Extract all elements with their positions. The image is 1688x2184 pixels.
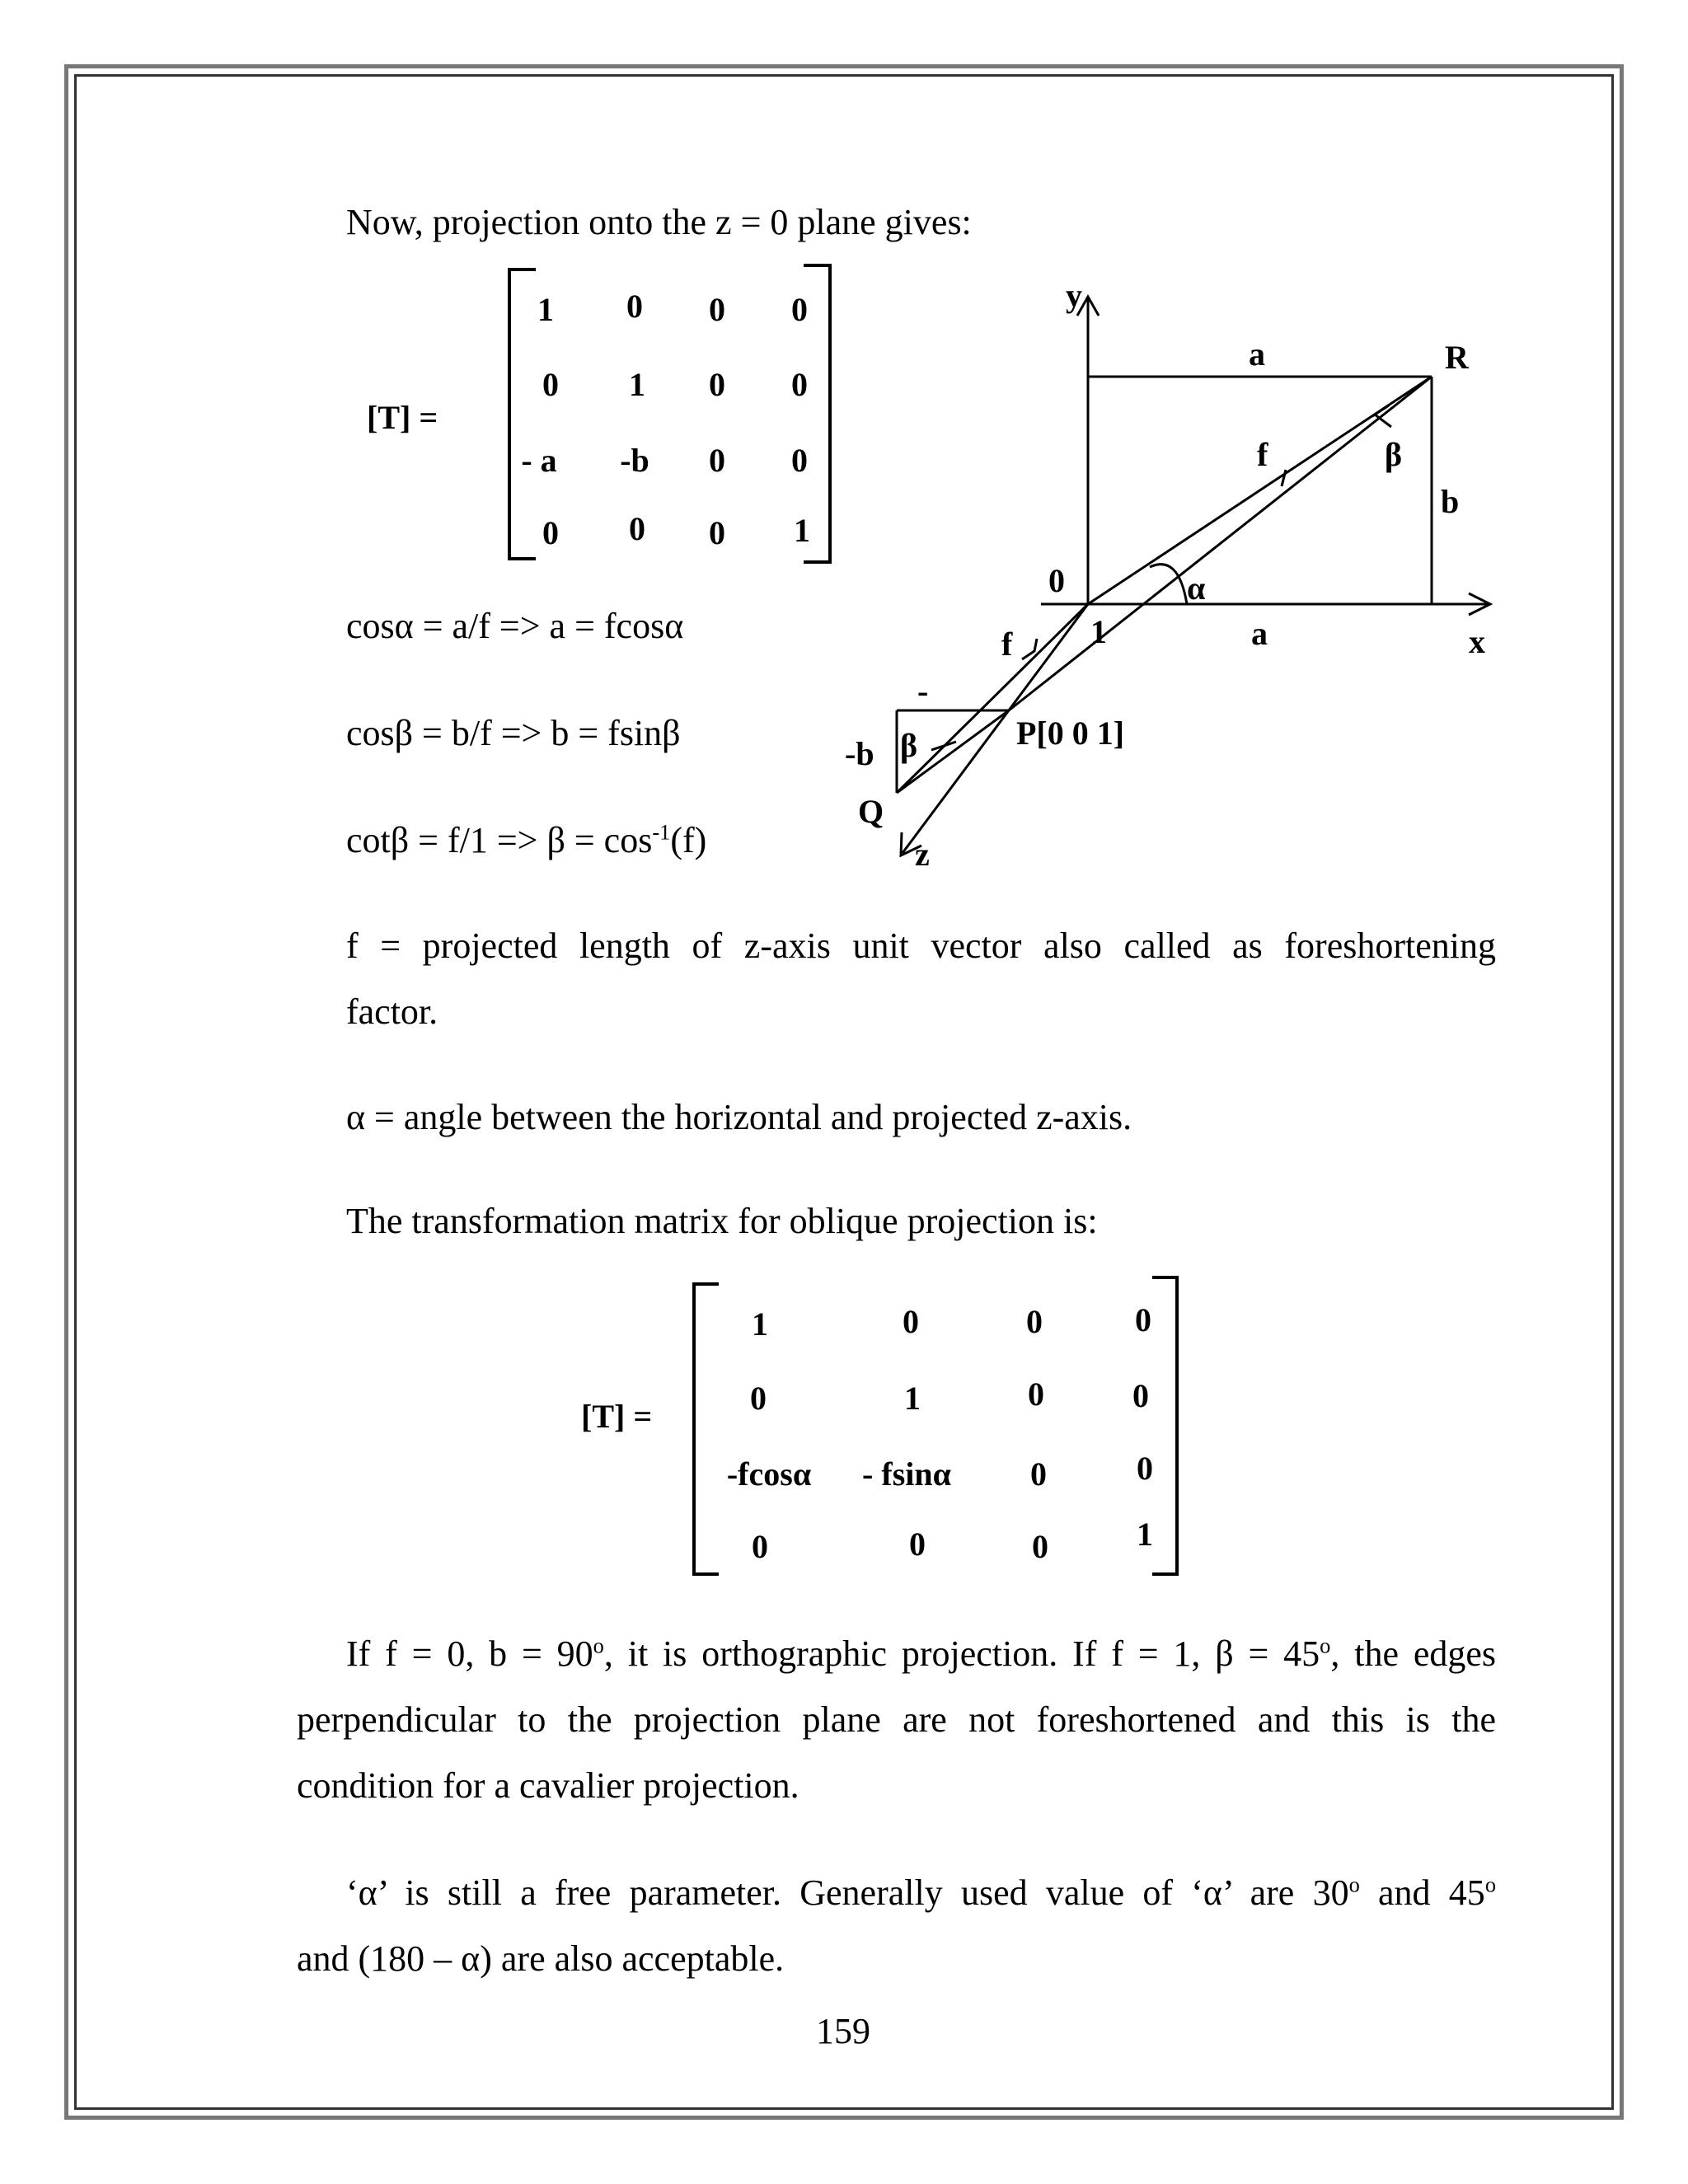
matrix-2-cell: -fcosα xyxy=(726,1455,812,1493)
paragraph-1-text-b: , it is orthographic projection. If f = 1, β = 45 xyxy=(603,1633,1320,1674)
matrix-2-cell: 0 xyxy=(1028,1376,1044,1413)
paragraph-1-line-3: condition for a cavalier projection. xyxy=(297,1765,799,1806)
matrix-1-cell: 0 xyxy=(709,514,725,551)
matrix-2-cell: 0 xyxy=(903,1303,919,1340)
matrix-1-cell: - a xyxy=(521,442,557,479)
paragraph-2-text-b: and 45 xyxy=(1359,1872,1485,1913)
paragraph-2-line-1 xyxy=(346,1872,1497,1913)
label-f-lower: f xyxy=(1001,626,1013,663)
degree-superscript: o xyxy=(1320,1633,1331,1658)
paragraph-2-text-a: ‘α’ is still a free parameter. Generally used value of ‘α’ are 30 xyxy=(346,1872,1349,1913)
definition-f-line-2: factor. xyxy=(346,991,438,1032)
label-x: x xyxy=(1469,623,1485,660)
matrix-1-cell: 0 xyxy=(709,366,725,403)
matrix-2-cell: 0 xyxy=(1132,1377,1149,1414)
matrix-1-cell: 1 xyxy=(794,512,810,549)
matrix-2-cell: - fsinα xyxy=(862,1455,951,1493)
equation-cot-beta-exponent: -1 xyxy=(652,819,671,845)
degree-superscript: o xyxy=(1348,1872,1360,1897)
label-f-upper: f xyxy=(1257,436,1268,473)
definition-alpha: α = angle between the horizontal and projected z-axis. xyxy=(346,1097,1132,1137)
matrix-1-cell: 0 xyxy=(709,442,725,479)
paragraph-1-text-c: , the edges xyxy=(1330,1633,1497,1674)
matrix-2-cell: 0 xyxy=(1135,1301,1151,1338)
matrix-1-cell: 0 xyxy=(791,291,808,328)
matrix-1-cell: 0 xyxy=(629,510,645,547)
label-alpha: α xyxy=(1187,569,1206,607)
matrix-2-cell: 1 xyxy=(752,1305,768,1343)
matrix-2-cell: 0 xyxy=(1030,1455,1047,1493)
paragraph-2-line-2: and (180 – α) are also acceptable. xyxy=(297,1938,785,1979)
equation-cot-beta-suffix: (f) xyxy=(670,820,707,860)
matrix-intro-text: The transformation matrix for oblique projection is: xyxy=(346,1201,1098,1241)
matrix-2-label: [T] = xyxy=(581,1398,653,1435)
label-dash: - xyxy=(917,673,929,710)
matrix-1-cell: 0 xyxy=(626,288,643,325)
equation-cos-beta: cosβ = b/f => b = fsinβ xyxy=(346,713,681,753)
label-b: b xyxy=(1441,483,1460,520)
paragraph-1-text-a: If f = 0, b = 90 xyxy=(346,1633,593,1674)
matrix-1-cell: 0 xyxy=(542,514,559,551)
label-z: z xyxy=(915,836,930,873)
label-beta-upper: β xyxy=(1385,436,1403,473)
equation-cos-alpha: cosα = a/f => a = fcosα xyxy=(346,606,684,646)
definition-f-line-1: f = projected length of z-axis unit vector also called as foreshortening xyxy=(346,926,1496,966)
matrix-2-cell: 0 xyxy=(909,1526,926,1563)
equation-cot-beta-main: cotβ = f/1 => β = cos xyxy=(346,820,653,860)
matrix-2-cell: 0 xyxy=(752,1528,768,1565)
matrix-1-cell: 0 xyxy=(791,442,808,479)
page-number: 159 xyxy=(816,2011,870,2051)
matrix-1-label: [T] = xyxy=(367,399,438,436)
matrix-2-cell: 0 xyxy=(1032,1528,1048,1565)
matrix-1-cell: -b xyxy=(620,442,649,479)
paragraph-1-line-2: perpendicular to the projection plane are not foreshortened and this is the xyxy=(297,1699,1496,1740)
label-beta-lower: β xyxy=(900,727,918,764)
matrix-2-cell: 0 xyxy=(750,1380,767,1417)
matrix-1-cell: 1 xyxy=(537,291,554,328)
label-a-top: a xyxy=(1249,335,1265,373)
matrix-2-cell: 1 xyxy=(904,1380,921,1417)
label-one: 1 xyxy=(1090,613,1107,650)
label-origin: 0 xyxy=(1048,562,1065,599)
label-y: y xyxy=(1066,277,1082,314)
degree-superscript: o xyxy=(593,1633,604,1658)
label-P: P[0 0 1] xyxy=(1016,715,1125,752)
matrix-1-cell: 1 xyxy=(629,366,645,403)
matrix-2-cell: 1 xyxy=(1137,1516,1153,1553)
matrix-2-cell: 0 xyxy=(1137,1450,1153,1487)
label-R: R xyxy=(1445,339,1469,376)
label-Q: Q xyxy=(858,793,884,830)
degree-superscript: o xyxy=(1484,1872,1497,1897)
matrix-1-cell: 0 xyxy=(542,366,559,403)
matrix-1-cell: 0 xyxy=(791,366,808,403)
matrix-2-cell: 0 xyxy=(1026,1303,1043,1340)
matrix-1-cell: 0 xyxy=(709,291,725,328)
intro-text: Now, projection onto the z = 0 plane gives: xyxy=(346,202,972,242)
label-a-bottom: a xyxy=(1251,615,1268,652)
paragraph-1-line-1 xyxy=(346,1633,1497,1674)
label-minus-b: -b xyxy=(845,735,874,772)
